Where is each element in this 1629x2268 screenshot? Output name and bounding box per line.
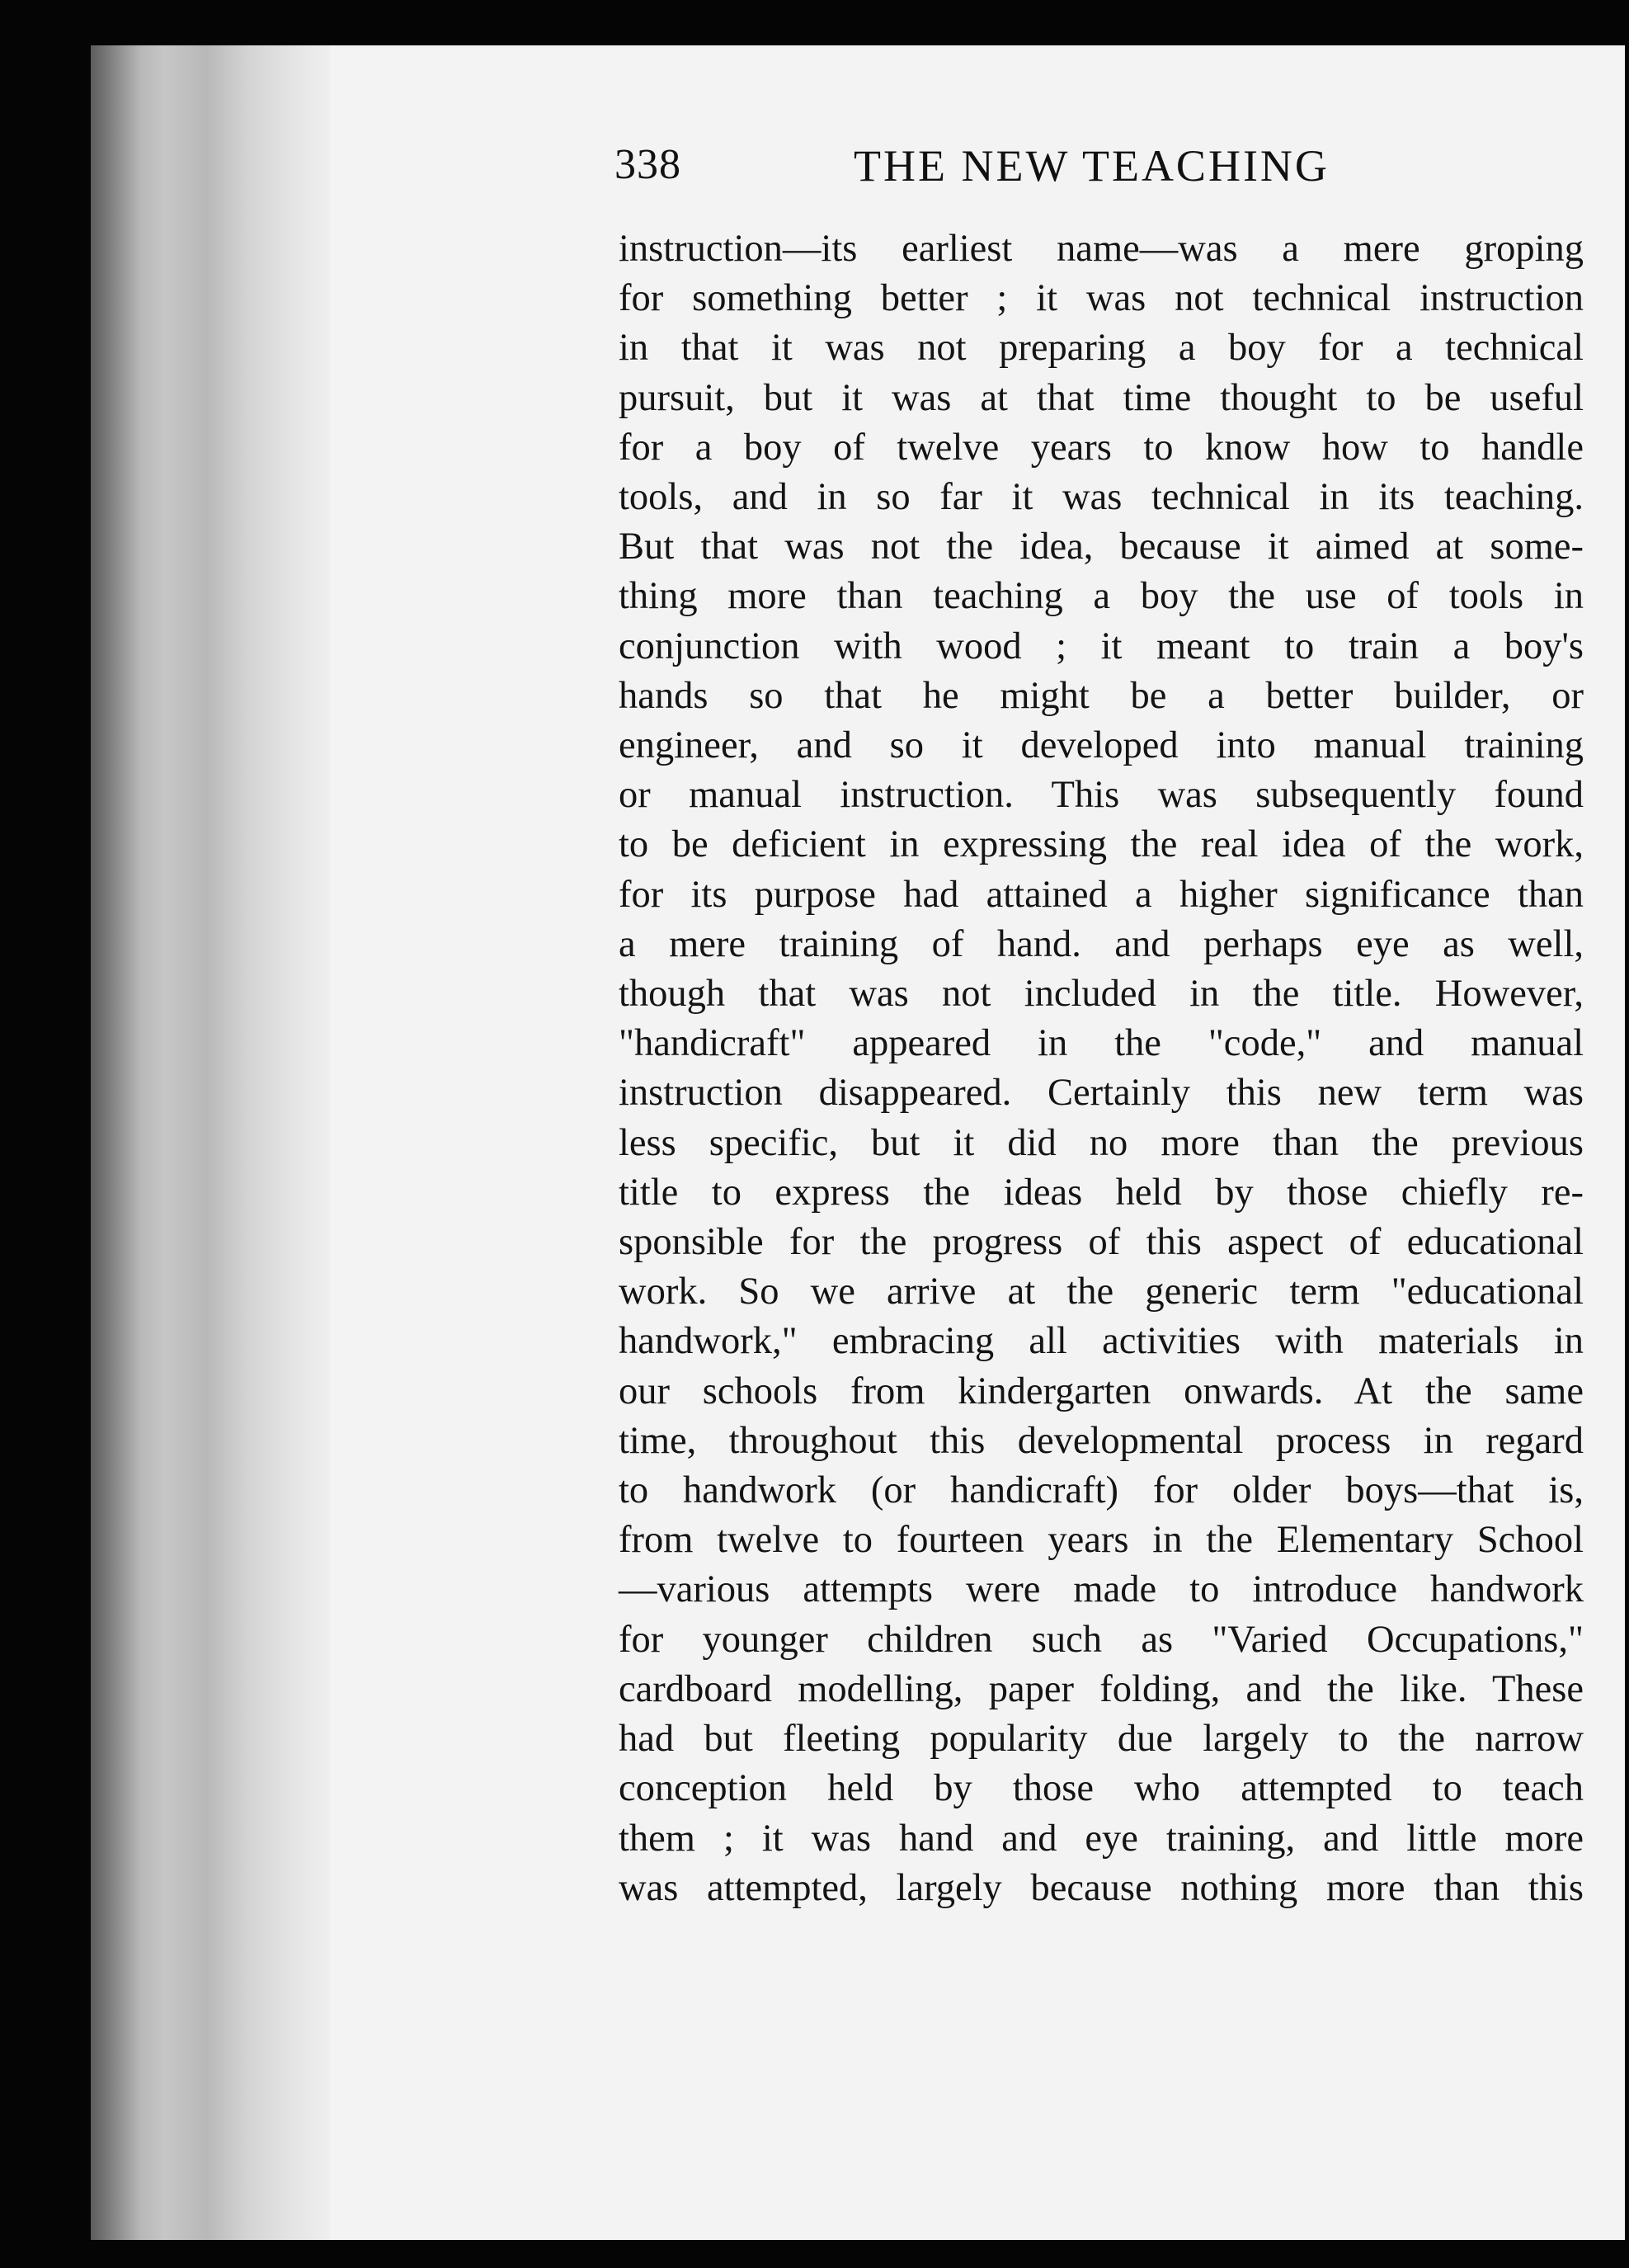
text-line: our schools from kindergarten onwards. At the same [619, 1370, 1584, 1412]
text-line: had but fleeting popularity due largely to the narrow [619, 1718, 1584, 1761]
text-line: conception held by those who attempted to teach [619, 1767, 1584, 1810]
text-line: a mere training of hand. and perhaps eye as well, [619, 922, 1584, 965]
text-line: instruction—its earliest name—was a mere groping [619, 228, 1584, 270]
text-line: for a boy of twelve years to know how to handle [619, 426, 1584, 469]
text-line: hands so that he might be a better builder, or [619, 674, 1584, 717]
text-line: for younger children such as "Varied Occupations," [619, 1618, 1584, 1661]
text-line: for its purpose had attained a higher significance than [619, 873, 1584, 916]
text-line: handwork," embracing all activities with materials in [619, 1320, 1584, 1363]
text-line: to handwork (or handicraft) for older boys—that is, [619, 1469, 1584, 1512]
page-number: 338 [614, 141, 681, 188]
text-line: instruction disappeared. Certainly this new term was [619, 1072, 1584, 1115]
text-line: time, throughout this developmental process in regard [619, 1419, 1584, 1462]
binding-shadow [91, 45, 140, 2240]
text-line: them ; it was hand and eye training, and little more [619, 1817, 1584, 1860]
text-line: sponsible for the progress of this aspect of educational [619, 1221, 1584, 1264]
text-line: or manual instruction. This was subsequently found [619, 774, 1584, 817]
text-line: less specific, but it did no more than the previous [619, 1121, 1584, 1164]
text-line: from twelve to fourteen years in the Elementary School [619, 1519, 1584, 1562]
text-line: But that was not the idea, because it aimed at some- [619, 526, 1584, 568]
text-line: engineer, and so it developed into manual training [619, 724, 1584, 767]
text-line: in that it was not preparing a boy for a technical [619, 327, 1584, 370]
text-line: to be deficient in expressing the real idea of the work, [619, 823, 1584, 866]
text-line: for something better ; it was not technical instruction [619, 277, 1584, 320]
text-line: "handicraft" appeared in the "code," and manual [619, 1022, 1584, 1065]
text-line: pursuit, but it was at that time thought to be useful [619, 376, 1584, 419]
running-head [614, 140, 1373, 198]
text-line: tools, and in so far it was technical in its teaching. [619, 476, 1584, 519]
text-line: —various attempts were made to introduce handwork [619, 1568, 1584, 1611]
text-line: thing more than teaching a boy the use of tools in [619, 575, 1584, 618]
page-title: THE NEW TEACHING [854, 141, 1330, 191]
text-line: title to express the ideas held by those chiefly re- [619, 1171, 1584, 1214]
text-line: was attempted, largely because nothing more than this [619, 1866, 1584, 1909]
text-line: work. So we arrive at the generic term "educational [619, 1271, 1584, 1313]
body-text [619, 224, 1584, 1913]
text-line: conjunction with wood ; it meant to train a boy's [619, 625, 1584, 667]
text-line: though that was not included in the title. However, [619, 973, 1584, 1016]
text-line: cardboard modelling, paper folding, and the like. These [619, 1667, 1584, 1710]
